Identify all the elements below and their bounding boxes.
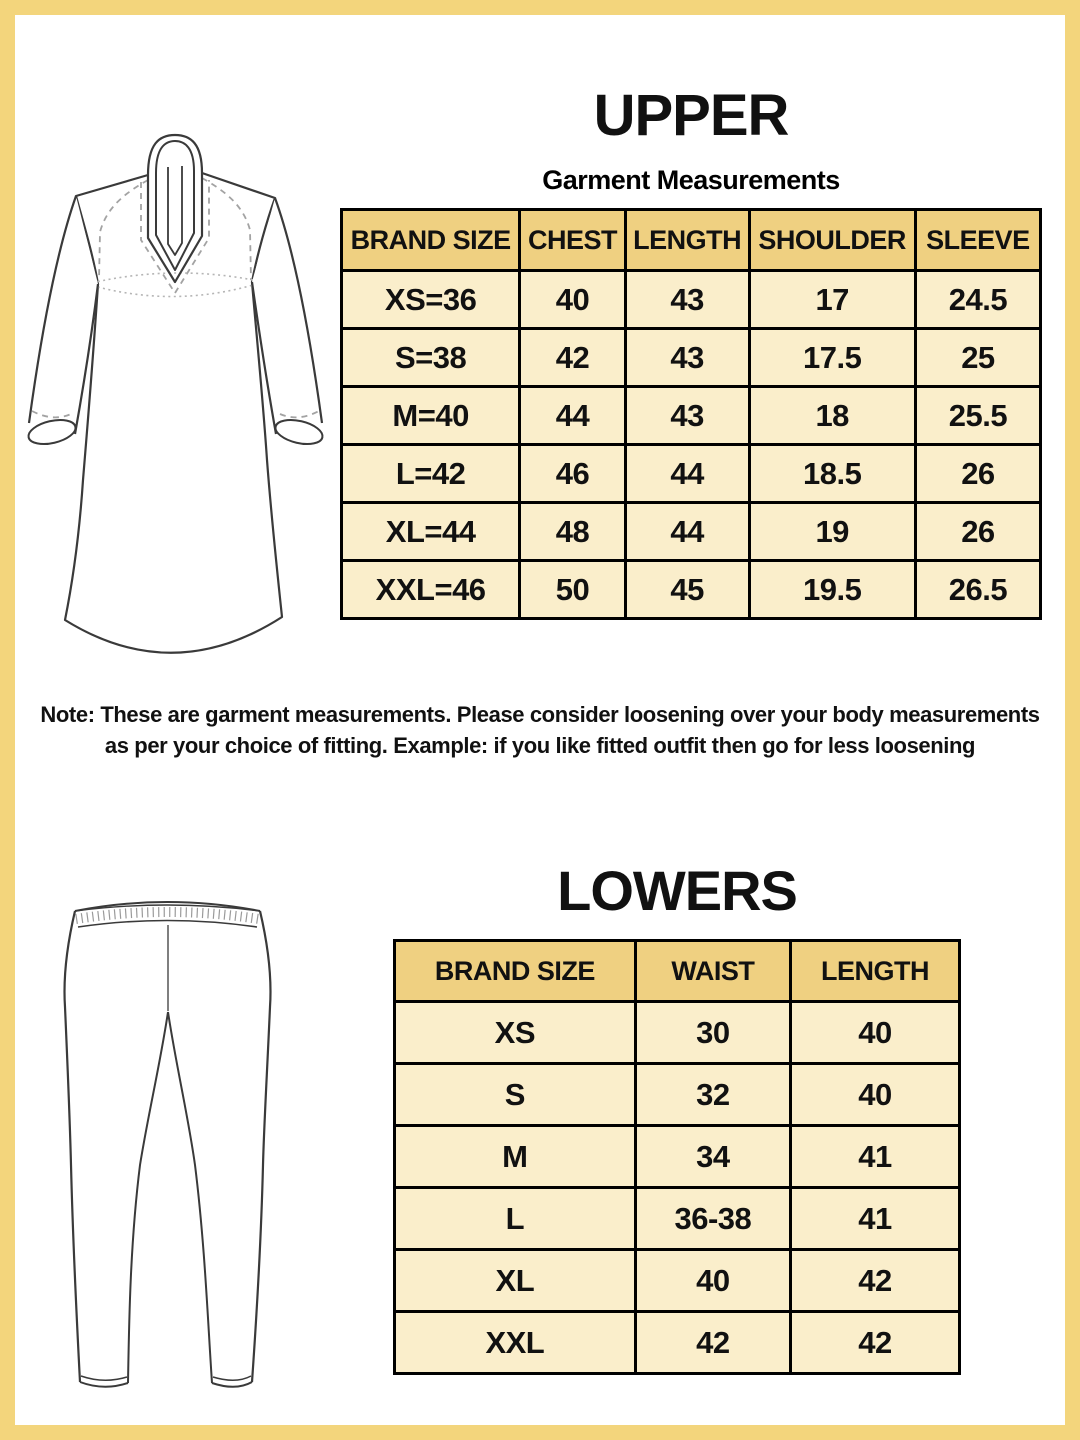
table-cell: 44 xyxy=(625,445,749,503)
table-cell: 40 xyxy=(791,1064,960,1126)
table-cell: 40 xyxy=(791,1002,960,1064)
table-cell: XL xyxy=(395,1250,636,1312)
table-row xyxy=(342,561,1041,619)
column-header: CHEST xyxy=(520,210,626,271)
kurta-illustration xyxy=(15,120,355,670)
column-header: SLEEVE xyxy=(915,210,1040,271)
table-cell: 43 xyxy=(625,329,749,387)
table-cell: 36-38 xyxy=(635,1188,790,1250)
table-cell: 42 xyxy=(520,329,626,387)
note-line-1: Note: These are garment measurements. Please consider loosening over your body measurements xyxy=(40,702,1040,727)
table-cell: 45 xyxy=(625,561,749,619)
table-cell: 19.5 xyxy=(749,561,915,619)
table-cell: 17 xyxy=(749,271,915,329)
table-cell: 26.5 xyxy=(915,561,1040,619)
table-cell: L xyxy=(395,1188,636,1250)
table-cell: XXL=46 xyxy=(342,561,520,619)
table-row xyxy=(342,445,1041,503)
column-header: SHOULDER xyxy=(749,210,915,271)
table-cell: 25.5 xyxy=(915,387,1040,445)
table-cell: 40 xyxy=(520,271,626,329)
lowers-section-title: LOWERS xyxy=(557,859,797,922)
table-cell: XXL xyxy=(395,1312,636,1374)
table-cell: 34 xyxy=(635,1126,790,1188)
table-cell: 46 xyxy=(520,445,626,503)
table-cell: 41 xyxy=(791,1188,960,1250)
column-header: BRAND SIZE xyxy=(395,941,636,1002)
table-row xyxy=(395,1126,960,1188)
table-row xyxy=(342,387,1041,445)
table-cell: 43 xyxy=(625,387,749,445)
column-header: BRAND SIZE xyxy=(342,210,520,271)
table-cell: M xyxy=(395,1126,636,1188)
table-cell: 26 xyxy=(915,503,1040,561)
table-cell: 26 xyxy=(915,445,1040,503)
table-cell: 41 xyxy=(791,1126,960,1188)
table-cell: L=42 xyxy=(342,445,520,503)
table-cell: XS xyxy=(395,1002,636,1064)
table-cell: 42 xyxy=(791,1250,960,1312)
table-cell: 24.5 xyxy=(915,271,1040,329)
upper-size-table xyxy=(340,208,1042,620)
table-cell: XS=36 xyxy=(342,271,520,329)
table-cell: XL=44 xyxy=(342,503,520,561)
column-header: WAIST xyxy=(635,941,790,1002)
table-cell: 44 xyxy=(625,503,749,561)
table-cell: 40 xyxy=(635,1250,790,1312)
column-header: LENGTH xyxy=(791,941,960,1002)
upper-section-title: UPPER xyxy=(593,83,789,148)
table-cell: 30 xyxy=(635,1002,790,1064)
table-cell: S=38 xyxy=(342,329,520,387)
table-cell: S xyxy=(395,1064,636,1126)
measurement-note xyxy=(15,699,1065,761)
upper-section-subtitle: Garment Measurements xyxy=(542,165,840,195)
table-cell: 19 xyxy=(749,503,915,561)
table-cell: 43 xyxy=(625,271,749,329)
table-row xyxy=(395,1064,960,1126)
table-cell: 50 xyxy=(520,561,626,619)
table-row xyxy=(342,503,1041,561)
table-cell: 42 xyxy=(791,1312,960,1374)
note-line-2: as per your choice of fitting. Example: if you like fitted outfit then go for less loosening xyxy=(104,733,976,758)
table-cell: 44 xyxy=(520,387,626,445)
table-cell: M=40 xyxy=(342,387,520,445)
table-row xyxy=(395,1002,960,1064)
lowers-size-table xyxy=(393,939,961,1375)
table-cell: 18 xyxy=(749,387,915,445)
table-row xyxy=(395,1250,960,1312)
table-row xyxy=(395,1188,960,1250)
table-cell: 48 xyxy=(520,503,626,561)
table-cell: 18.5 xyxy=(749,445,915,503)
table-row xyxy=(342,271,1041,329)
table-cell: 32 xyxy=(635,1064,790,1126)
column-header: LENGTH xyxy=(625,210,749,271)
pants-illustration xyxy=(55,885,285,1405)
header-row xyxy=(342,210,1041,271)
header-row xyxy=(395,941,960,1002)
table-row xyxy=(395,1312,960,1374)
table-cell: 25 xyxy=(915,329,1040,387)
table-row xyxy=(342,329,1041,387)
table-cell: 42 xyxy=(635,1312,790,1374)
table-cell: 17.5 xyxy=(749,329,915,387)
